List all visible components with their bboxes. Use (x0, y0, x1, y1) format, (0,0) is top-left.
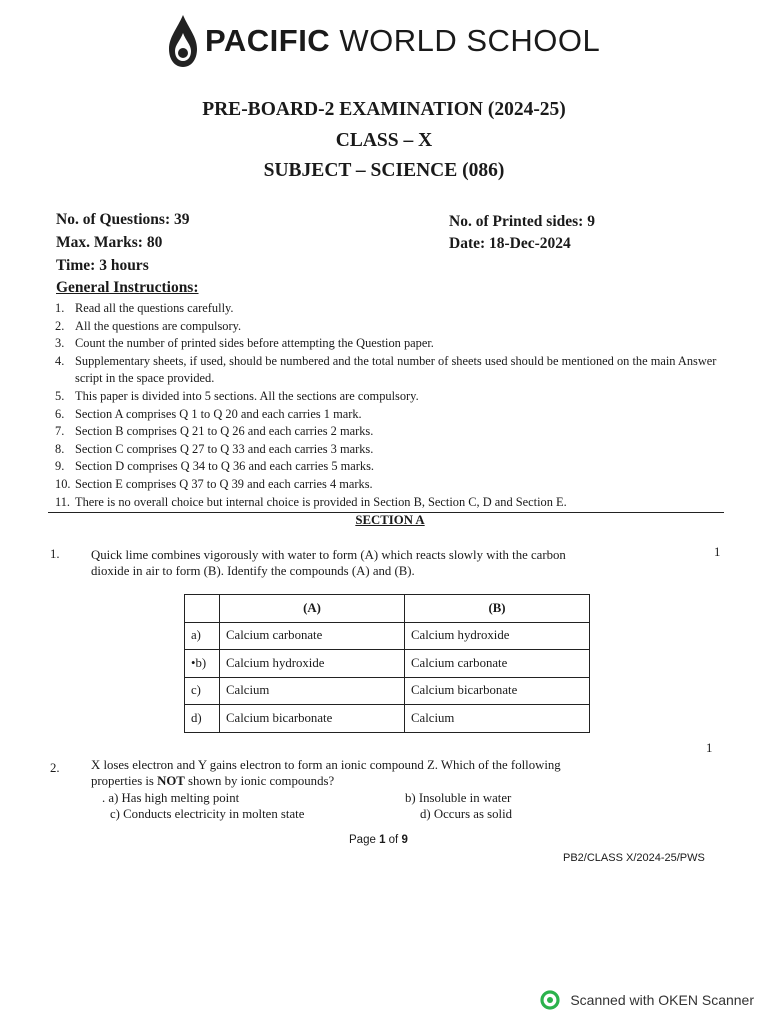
option-label: a) (185, 622, 220, 650)
table-header-row (185, 595, 590, 623)
instruction-number: 6. (55, 406, 65, 421)
oken-scanner-logo-icon (540, 990, 560, 1010)
q2-option-b: b) Insoluble in water (405, 791, 512, 805)
max-marks: Max. Marks: 80 (56, 234, 163, 251)
instruction-item (55, 494, 745, 512)
table-header-blank (185, 595, 220, 623)
instruction-text: Supplementary sheets, if used, should be numbered and the total number of sheets used should be mentioned on the main Answer script in the space provided. (75, 353, 717, 386)
q2-text (91, 757, 711, 789)
instruction-number: 7. (55, 424, 65, 439)
q2-number: 2. (50, 761, 60, 775)
table-header-a: (A) (220, 595, 405, 623)
compound-a-cell: Calcium bicarbonate (220, 705, 405, 733)
exam-title: PRE-BOARD-2 EXAMINATION (2024-25) (202, 99, 566, 120)
scanner-watermark (540, 990, 754, 1010)
instruction-item (55, 476, 745, 494)
option-label: d) (185, 705, 220, 733)
q1-text (91, 547, 691, 579)
school-name (205, 23, 600, 59)
time-allowed: Time: 3 hours (56, 257, 149, 274)
school-name-regular: WORLD SCHOOL (339, 23, 601, 58)
compound-b-cell: Calcium bicarbonate (405, 677, 590, 705)
q2-marks: 1 (706, 741, 713, 755)
instruction-item (55, 388, 745, 406)
instruction-number: 10. (55, 476, 71, 491)
table-row (185, 677, 590, 705)
compound-b-cell: Calcium (405, 705, 590, 733)
compound-b-cell: Calcium carbonate (405, 650, 590, 678)
instruction-item (55, 335, 745, 353)
school-name-bold: PACIFIC (205, 23, 331, 58)
page-total: 9 (401, 834, 408, 846)
printed-sides: No. of Printed sides: 9 (449, 213, 595, 230)
option-label: •b) (185, 650, 220, 678)
instruction-number: 2. (55, 318, 65, 333)
q2-option-c: c) Conducts electricity in molten state (110, 807, 305, 821)
flame-drop-logo-icon (165, 11, 201, 71)
q1-text-line1: Quick lime combines vigorously with water to form (A) which reacts slowly with the carbon (91, 548, 566, 562)
q2-text-part2: shown by ionic compounds? (184, 774, 335, 788)
table-row (185, 622, 590, 650)
compound-a-cell: Calcium (220, 677, 405, 705)
instruction-text: Count the number of printed sides before attempting the Question paper. (75, 336, 434, 351)
section-a-title: SECTION A (355, 513, 425, 527)
option-label: c) (185, 677, 220, 705)
compound-a-cell: Calcium carbonate (220, 622, 405, 650)
instruction-text: This paper is divided into 5 sections. All the sections are compulsory. (75, 388, 419, 403)
instruction-item (55, 441, 745, 459)
compound-b-cell: Calcium hydroxide (405, 622, 590, 650)
instruction-item (55, 458, 745, 476)
questions-count: No. of Questions: 39 (56, 211, 190, 228)
instruction-number: 5. (55, 388, 65, 403)
exam-date: Date: 18-Dec-2024 (449, 235, 571, 252)
scanner-text: Scanned with OKEN Scanner (570, 992, 754, 1008)
instruction-text: Section A comprises Q 1 to Q 20 and each carries 1 mark. (75, 406, 362, 421)
q2-option-d: d) Occurs as solid (420, 807, 513, 821)
instruction-number: 1. (55, 301, 65, 315)
q1-number: 1. (50, 547, 60, 561)
instruction-text: Section E comprises Q 37 to Q 39 and each carries 4 marks. (75, 476, 373, 491)
q1-options-table (184, 594, 590, 733)
q1-marks: 1 (714, 545, 721, 559)
page-current: 1 (379, 834, 386, 846)
instruction-text: Section D comprises Q 34 to Q 36 and each carries 5 marks. (75, 459, 375, 474)
instruction-text: Section C comprises Q 27 to Q 33 and each carries 3 marks. (75, 441, 374, 456)
instruction-text: Section B comprises Q 21 to Q 26 and each carries 2 marks. (75, 424, 374, 439)
school-logo (165, 6, 635, 76)
instruction-text: There is no overall choice but internal choice is provided in Section B, Section C, D and Section E. (75, 494, 567, 509)
instruction-item (55, 353, 745, 388)
instruction-item (55, 406, 745, 424)
page-prefix: Page (349, 834, 380, 846)
q2-text-line2 (91, 773, 711, 789)
compound-a-cell: Calcium hydroxide (220, 650, 405, 678)
page-mid: of (385, 834, 402, 846)
instructions-list (55, 300, 745, 511)
instruction-number: 4. (55, 353, 65, 368)
instruction-item (55, 300, 745, 318)
instruction-number: 11. (55, 494, 71, 509)
instruction-number: 8. (55, 441, 65, 456)
q2-text-not: NOT (157, 774, 185, 788)
instruction-text: Read all the questions carefully. (75, 301, 234, 315)
class-title: CLASS – X (335, 130, 433, 151)
instruction-item (55, 423, 745, 441)
general-instructions-title: General Instructions: (56, 279, 199, 296)
instruction-number: 3. (55, 336, 65, 351)
table-header-b: (B) (405, 595, 590, 623)
q2-option-a: . a) Has high melting point (102, 791, 240, 805)
paper-code: PB2/CLASS X/2024-25/PWS (563, 852, 705, 864)
instruction-number: 9. (55, 459, 65, 474)
table-row (185, 705, 590, 733)
table-row (185, 650, 590, 678)
q2-text-part1: properties is (91, 774, 158, 788)
subject-title: SUBJECT – SCIENCE (086) (263, 160, 505, 181)
q2-text-line1: X loses electron and Y gains electron to form an ionic compound Z. Which of the following (91, 758, 561, 772)
instruction-item (55, 318, 745, 336)
instruction-text: All the questions are compulsory. (75, 318, 242, 333)
q1-text-line2: dioxide in air to form (B). Identify the compounds (A) and (B). (91, 564, 415, 578)
page-number (349, 834, 408, 846)
